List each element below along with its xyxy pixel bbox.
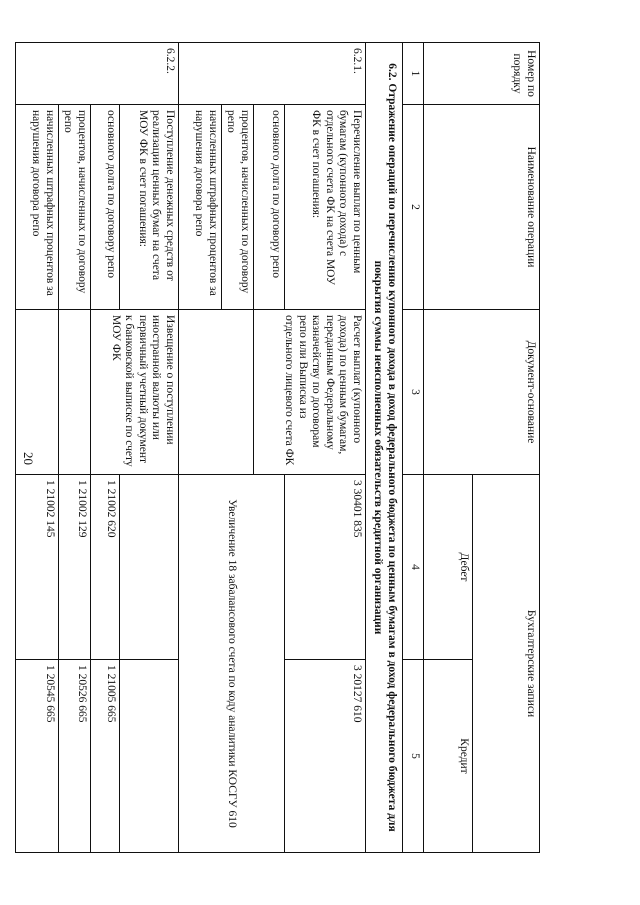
credit-account: 3 20127 610 xyxy=(285,660,366,853)
accounting-entries-table xyxy=(15,42,540,853)
header-operation: Наименование операции xyxy=(424,105,540,310)
operation-document: Расчет выплат (купонного дохода) по ценным бумагам, переданным Федеральному казначейству по договорам репо или Выписка из отдельного лицевого счета ФК xyxy=(254,310,366,475)
debit-account: 1 21002 620 xyxy=(90,475,119,660)
empty-cell xyxy=(119,475,178,660)
operation-subitem: основного долга по договору репо xyxy=(254,105,285,310)
column-number: 5 xyxy=(403,660,424,853)
column-number-row xyxy=(403,43,424,853)
column-number: 3 xyxy=(403,310,424,475)
debit-account: 1 21002 129 xyxy=(58,475,90,660)
credit-account: 1 20545 665 xyxy=(15,660,58,853)
section-title: 6.2. Отражение операций по перечислению купонного дохода в доход федерального бюджета по ценным бумагам в доход федерального бюджета для покрытия суммы неисполненных обязательств кредитной организации xyxy=(366,43,403,853)
header-debit: Дебет xyxy=(424,475,473,660)
table-row xyxy=(58,43,90,853)
column-number: 1 xyxy=(403,43,424,105)
operation-subitem: процентов, начисленных по договору репо xyxy=(58,105,90,310)
rotated-page-content xyxy=(30,42,540,852)
header-document: Документ-основание xyxy=(424,310,540,475)
operation-document: Извещение о поступлении иностранной валюты или первичный учетный документ к банковской выписке по счету МОУ ФК xyxy=(90,310,178,475)
operation-subitem: начисленных штрафных процентов за нарушения договора репо xyxy=(178,105,221,310)
debit-account: 3 30401 835 xyxy=(285,475,366,660)
operation-subitem: процентов, начисленных по договору репо xyxy=(221,105,253,310)
page-number: 20 xyxy=(21,452,36,465)
operation-name: Поступление денежных средств от реализации ценных бумаг на счета МОУ ФК в счет погашения: xyxy=(119,105,178,310)
operation-name: Перечисление выплат по ценным бумагам (купонного дохода) с отдельного счета ФК на счета МОУ ФК в счет погашения: xyxy=(285,105,366,310)
empty-cell xyxy=(178,310,253,475)
credit-account: 1 20526 665 xyxy=(58,660,90,853)
operation-subitem: основного долга по договору репо xyxy=(90,105,119,310)
empty-cell xyxy=(15,310,58,475)
empty-cell xyxy=(119,660,178,853)
operation-number: 6.2.2. xyxy=(15,43,178,105)
offbalance-note: Увеличение 18 забалансового счета по коду аналитики КОСГУ 610 xyxy=(178,475,284,853)
header-row xyxy=(473,43,540,853)
operation-subitem: начисленных штрафных процентов за нарушения договора репо xyxy=(15,105,58,310)
table-row xyxy=(15,43,58,853)
credit-account: 1 21005 665 xyxy=(90,660,119,853)
column-number: 4 xyxy=(403,475,424,660)
column-number: 2 xyxy=(403,105,424,310)
table-row xyxy=(119,43,178,853)
section-row xyxy=(366,43,403,853)
table-row xyxy=(285,43,366,853)
header-entries: Бухгалтерские записи xyxy=(473,475,540,853)
header-number: Номер по порядку xyxy=(424,43,540,105)
empty-cell xyxy=(58,310,90,475)
operation-number: 6.2.1. xyxy=(178,43,365,105)
debit-account: 1 21002 145 xyxy=(15,475,58,660)
header-credit: Кредит xyxy=(424,660,473,853)
